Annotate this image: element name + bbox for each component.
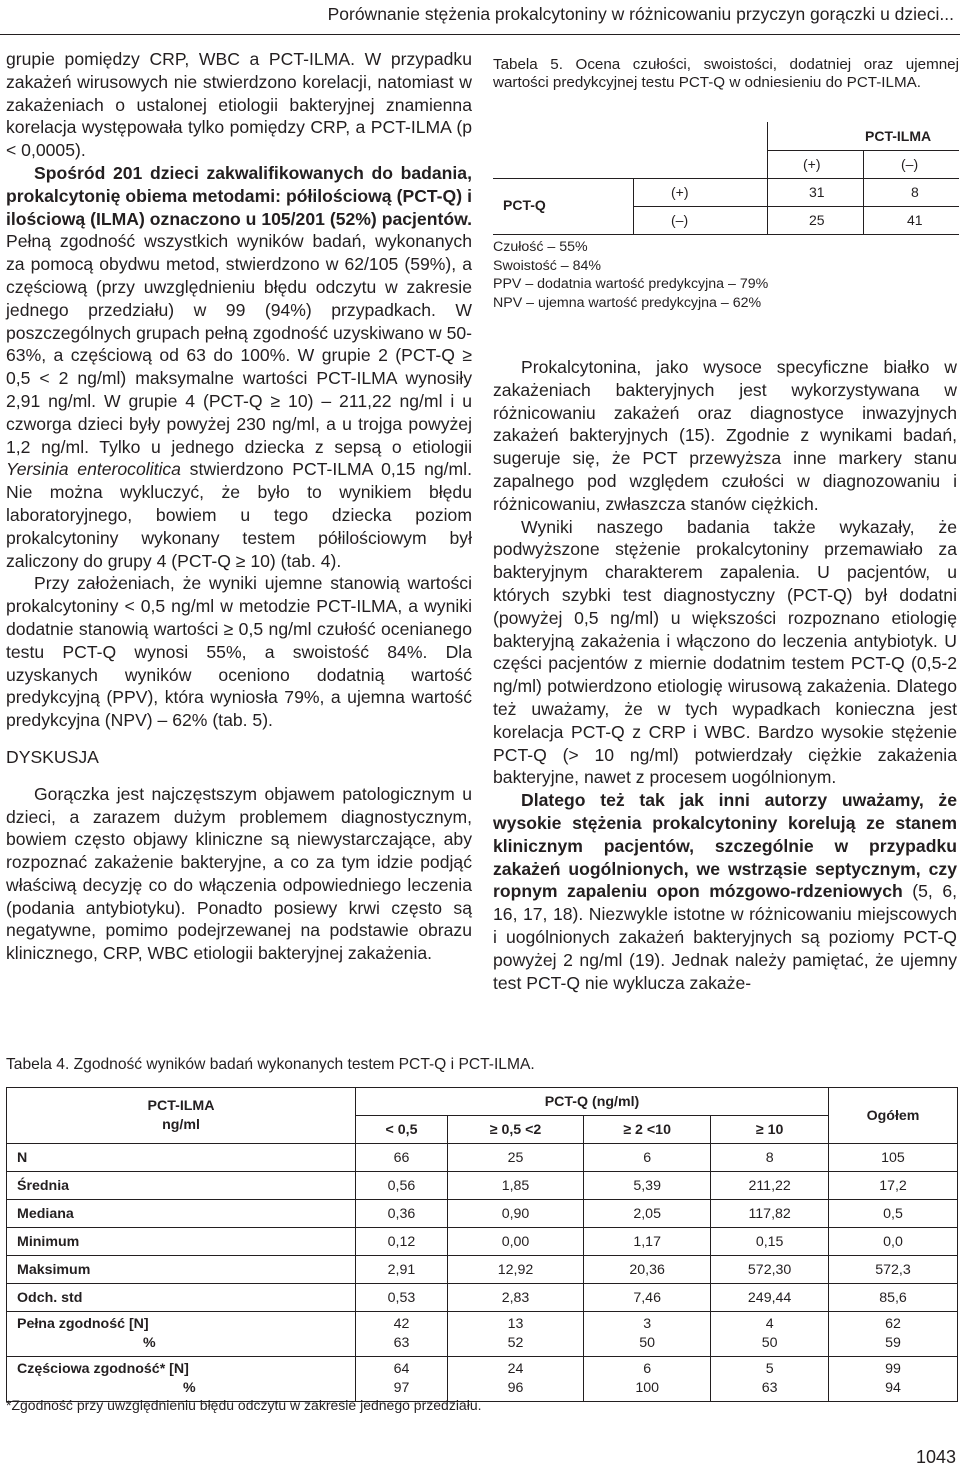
table5-pos-row: (+) [671,184,689,200]
table-cell: 211,22 [711,1172,829,1200]
table-cell: 2,05 [584,1200,711,1228]
cell-line: 64 [393,1361,410,1377]
table-rule [633,206,959,207]
table5-neg-row: (–) [671,212,689,228]
table-cell [584,1312,711,1357]
paragraph [493,789,957,994]
table-cell [356,1312,448,1357]
table-cell: 5,39 [584,1172,711,1200]
row-label: Odch. std [7,1284,356,1312]
paragraph: grupie pomiędzy CRP, WBC a PCT-ILMA. W przypadku zakażeń wirusowych nie stwierdzono korelacji, natomiast w zakażeniach o ustalonej etiologii bakteryjnej znamienna korelacja występowała tylko pomiędzy CRP, a PCT-ILMA (p < 0,0005). [6,49,472,161]
row-label: Średnia [7,1172,356,1200]
text: Pełną zgodność wszystkich wyników badań, wykonanych za pomocą obydwu metod, stwierdzono w 62/105 (59%), a częściową (przy uwzględnieniu błędu odczytu w zakresie jednego przedziału) w 99 (94%) przypadkach. W poszczególnych grupach pełną zgodność uzyskiwano w 50-63%, a częściową od 63 do 100%. W grupie 2 (PCT-Q ≥ 0,5 < 2 ng/ml) maksymalne wartości PCT-ILMA wynosiły 2,91 ng/ml. W grupie 4 (PCT-Q ≥ 10) – 211,22 ng/ml i u czworga dzieci były powyżej 230 ng/ml, a u trojga powyżej 1,2 ng/ml. Tylko u jednego dziecka z sepsą o etiologii [6,231,472,457]
table5-col-header: PCT-ILMA [865,128,932,144]
table5-caption: Tabela 5. Ocena czułości, swoistości, dodatniej oraz ujemnej wartości predykcyjnej testu PCT-Q w odniesieniu do PCT-ILMA. [493,56,959,91]
table4-total-header: Ogółem [829,1088,958,1144]
cell-line: 4 [765,1316,774,1332]
table-rule [493,234,959,235]
table-rule [633,178,634,234]
cell-line: 3 [643,1316,652,1332]
table-row [7,1172,958,1200]
row-label: Mediana [7,1200,356,1228]
row-label [7,1357,356,1402]
table5-pos-col: (+) [803,156,821,172]
table-row [7,1200,958,1228]
table-rule [863,150,864,234]
table-cell: 2,91 [356,1256,448,1284]
paragraph: Gorączka jest najczęstszym objawem patologicznym u dzieci, a zarazem dużym problemem diagnostycznym, bowiem często objawy kliniczne są niewystarczające, aby rozpoznać zakażenie bakteryjne, a co za tym idzie podjąć właściwą decyzję co do włączenia odpowiedniego leczenia (podania antybiotyku). Ponadto posiewy krwi często są negatywne, pomimo podejrzewanej na podstawie obrazu klinicznego, CRP, WBC etiologii bakteryjnej zakażenia. [6,783,472,964]
stat-line: NPV – ujemna wartość predykcyjna – 62% [493,294,762,311]
table-cell: 25 [447,1144,583,1172]
table-row [7,1312,958,1357]
label-line: % [143,1335,156,1351]
table-cell: 0,5 [829,1200,958,1228]
header-line: ng/ml [162,1116,200,1133]
right-column [493,356,957,994]
running-header: Porównanie stężenia prokalcytoniny w różnicowaniu przyczyn gorączki u dzieci... [327,4,954,24]
table-header-row [7,1088,958,1116]
cell-line: 63 [393,1335,410,1351]
table-cell: 0,36 [356,1200,448,1228]
table-row [7,1228,958,1256]
table-cell [447,1357,583,1402]
label-line: % [183,1380,196,1396]
table-cell: 20,36 [584,1256,711,1284]
table-cell [829,1357,958,1402]
table4-group-header: PCT-Q (ng/ml) [356,1088,829,1116]
stat-line: PPV – dodatnia wartość predykcyjna – 79% [493,276,769,293]
stat-line: Swoistość – 84% [493,257,602,274]
table5-neg-col: (–) [901,156,919,172]
table-cell [711,1357,829,1402]
table5 [493,122,959,234]
table-cell: 66 [356,1144,448,1172]
cell-line: 50 [761,1335,778,1351]
table-cell: 572,3 [829,1256,958,1284]
section-heading: DYSKUSJA [6,746,99,767]
table-cell [356,1357,448,1402]
cell-line: 50 [639,1335,656,1351]
table-cell: 12,92 [447,1256,583,1284]
table-cell: 8 [711,1144,829,1172]
left-column [6,48,472,965]
paragraph [6,162,472,572]
header-line: PCT-ILMA [147,1097,215,1114]
table-cell [829,1312,958,1357]
cell-line: 100 [635,1380,659,1396]
table-cell: 0,15 [711,1228,829,1256]
table-cell: 572,30 [711,1256,829,1284]
table-cell: 1,85 [447,1172,583,1200]
table-row [7,1357,958,1402]
table-row [7,1144,958,1172]
bold-text: Dlatego też tak jak inni autorzy uważamy, że wysokie stężenia prokalcytoniny korelują ze stanem klinicznym pacjentów, szczególnie w przypadku zakażeń uogólnionych, we wstrząsie septycznym, czy ropnym zapaleniu opon mózgowo-rdzeniowych [493,790,957,902]
text: stwierdzono PCT-ILMA 0,15 ng/ml. Nie można wykluczyć, że było to wynikiem błędu laboratoryjnego, bowiem u tego dziecka poziom prokalcytoniny wykonany testem półilościowym był zaliczony do grupy 4 (PCT-Q ≥ 10) (tab. 4). [6,459,472,571]
row-label: Maksimum [7,1256,356,1284]
cell-line: 5 [765,1361,774,1377]
cell-line: 42 [393,1316,410,1332]
table-cell: 6 [584,1144,711,1172]
table-cell [711,1312,829,1357]
table-cell: 0,56 [356,1172,448,1200]
table-cell: 0,12 [356,1228,448,1256]
footnote: *Zgodność przy uwzględnieniu błędu odczytu w zakresie jednego przedziału. [6,1397,482,1413]
label-line: Pełna zgodność [N] [17,1316,149,1332]
text: (5, 6, 16, 17, 18). Niezwykle istotne w różnicowaniu miejscowych i uogólnionych zakażeń bakteryjnych są poziomy PCT-Q powyżej 2 ng/ml (19). Jednak należy pamiętać, że ujemny test PCT-Q nie wyklucza zakaże- [493,881,958,993]
table-row [7,1256,958,1284]
italic-text: Yersinia enterocolitica [6,459,181,480]
table-cell [584,1357,711,1402]
table-cell: 0,90 [447,1200,583,1228]
table-cell: 17,2 [829,1172,958,1200]
cell-line: 97 [393,1380,410,1396]
header-rule [0,34,960,35]
table-rule [767,122,768,234]
table5-cell: 25 [809,212,825,228]
table-cell: 0,53 [356,1284,448,1312]
paragraph: Prokalcytonina, jako wysoce specyficzne białko w zakażeniach bakteryjnych jest wykorzystywana w różnicowaniu zakażeń oraz diagnostyce inwazyjnych zakażeń bakteryjnych (15). Zgodnie z wynikami badań, sugeruje się, że PCT przewyższa inne markery stanu zapalnego pod względem czułości w diagnozowaniu i różnicowaniu, zwłaszcza stanów ciężkich. [493,357,957,514]
table5-cell: 8 [911,184,919,200]
row-label: N [7,1144,356,1172]
page-number: 1043 [915,1447,956,1467]
table-cell: 1,17 [584,1228,711,1256]
paragraph: Wyniki naszego badania także wykazały, że podwyższone stężenie prokalcytoniny przemawiało za bakteryjnym charakterem zapalenia. U pacjentów, u których szybki test diagnostyczny (PCT-Q) był dodatni (powyżej 0,5 ng/ml) u większości rozpoznano etiologię bakteryjną zakażenia i włączono do leczenia antybiotyk. U części pacjentów z miernie dodatnim testem PCT-Q (0,5-2 ng/ml) potwierdzono etiologię wirusową zakażenia. Dlatego też uważamy, że w tych wypadkach konieczna jest korelacja PCT-Q z CRP i WBC. Bardzo wysokie stężenie PCT-Q (> 10 ng/ml) potwierdzały ciężkie zakażenia bakteryjne, nawet z procesem uogólnionym. [493,516,957,788]
cell-line: 94 [885,1380,901,1396]
cell-line: 52 [507,1335,524,1351]
table-cell: 0,0 [829,1228,958,1256]
table4-corner-header [7,1088,356,1144]
label-line: Częściowa zgodność* [N] [17,1361,189,1377]
cell-line: 62 [885,1316,901,1332]
table-cell: 117,82 [711,1200,829,1228]
column-header: < 0,5 [356,1116,448,1144]
column-header: ≥ 10 [711,1116,829,1144]
table5-cell: 31 [809,184,825,200]
paragraph: Przy założeniach, że wyniki ujemne stanowią wartości prokalcytoniny < 0,5 ng/ml w metodzie PCT-ILMA, a wyniki dodatnie stanowią wartości ≥ 0,5 ng/ml czułość ocenianego testu PCT-Q wynosi 55%, a swoistość 84%. Dla uzyskanych wyników oceniono dodatnią wartość predykcyjną (PPV), która wyniosła 79%, a ujemna wartość predykcyjna (NPV) – 62% (tab. 5). [6,573,472,731]
table4-caption: Tabela 4. Zgodność wyników badań wykonanych testem PCT-Q i PCT-ILMA. [6,1056,535,1073]
table-cell: 7,46 [584,1284,711,1312]
table-cell [447,1312,583,1357]
cell-line: 13 [507,1316,524,1332]
table-cell: 2,83 [447,1284,583,1312]
cell-line: 24 [507,1361,524,1377]
table-rule [493,178,959,179]
table5-cell: 41 [907,212,923,228]
row-label: Minimum [7,1228,356,1256]
column-header: ≥ 2 <10 [584,1116,711,1144]
table-cell: 85,6 [829,1284,958,1312]
stat-line: Czułość – 55% [493,239,588,255]
cell-line: 6 [643,1361,652,1377]
table5-row-header: PCT-Q [503,197,546,213]
cell-line: 99 [885,1361,901,1377]
bold-text: Spośród 201 dzieci zakwalifikowanych do badania, prokalcytonię obiema metodami: półilościową (PCT-Q) i ilościową (ILMA) oznaczono u 105/201 (52%) pacjentów. [6,162,472,229]
table4 [6,1087,958,1402]
table-cell: 0,00 [447,1228,583,1256]
table5-stats [493,238,768,312]
cell-line: 59 [885,1335,901,1351]
row-label [7,1312,356,1357]
cell-line: 63 [761,1380,778,1396]
table-cell: 249,44 [711,1284,829,1312]
cell-line: 96 [507,1380,524,1396]
table-cell: 105 [829,1144,958,1172]
column-header: ≥ 0,5 <2 [447,1116,583,1144]
table-row [7,1284,958,1312]
